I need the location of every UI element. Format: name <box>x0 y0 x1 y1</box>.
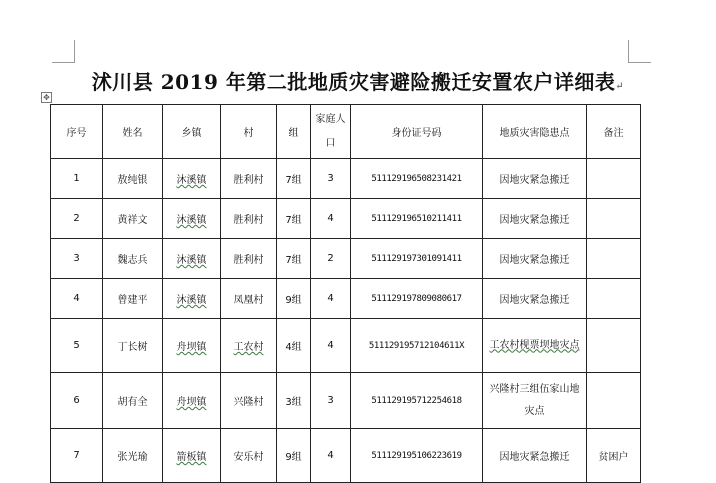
relocation-table <box>50 104 641 483</box>
header-hazard-point: 地质灾害隐患点 <box>483 105 587 159</box>
cell-note <box>587 279 641 319</box>
cell-id-number: 511129196508231421 <box>351 159 483 199</box>
cell-town: 沐溪镇 <box>163 199 221 239</box>
document-title-text: 沭川县 2019 年第二批地质灾害避险搬迁安置农户详细表 <box>91 70 616 94</box>
table-move-handle-icon[interactable]: ✥ <box>41 92 52 103</box>
cell-town: 舟坝镇 <box>163 319 221 373</box>
cell-town: 沐溪镇 <box>163 159 221 199</box>
cell-hazard-point: 因地灾紧急搬迁 <box>483 159 587 199</box>
cell-id-number[interactable]: 511129195712104611X <box>351 319 483 373</box>
header-id-number: 身份证号码 <box>351 105 483 159</box>
cell-village: 安乐村 <box>221 429 277 483</box>
cell-town: 沐溪镇 <box>163 239 221 279</box>
cell-seq: 7 <box>51 429 103 483</box>
crop-mark-top-left <box>52 40 75 63</box>
cell-name: 丁长树 <box>103 319 163 373</box>
header-name: 姓名 <box>103 105 163 159</box>
cell-village: 胜利村 <box>221 199 277 239</box>
cell-group: 7组 <box>277 159 311 199</box>
cell-town: 箭板镇 <box>163 429 221 483</box>
cell-household-size: 3 <box>311 373 351 429</box>
cell-note <box>587 319 641 373</box>
cell-name: 曾建平 <box>103 279 163 319</box>
cell-group: 7组 <box>277 199 311 239</box>
cell-name: 敖纯银 <box>103 159 163 199</box>
table-row <box>51 319 641 373</box>
cell-note <box>587 159 641 199</box>
cell-seq: 2 <box>51 199 103 239</box>
header-household-size: 家庭人口 <box>311 105 351 159</box>
cell-group: 4组 <box>277 319 311 373</box>
cell-village: 胜利村 <box>221 159 277 199</box>
table-row <box>51 429 641 483</box>
cell-village: 兴隆村 <box>221 373 277 429</box>
cell-village: 胜利村 <box>221 239 277 279</box>
cell-name: 张光瑜 <box>103 429 163 483</box>
cell-seq: 1 <box>51 159 103 199</box>
cell-id-number: 511129195106223619 <box>351 429 483 483</box>
crop-mark-top-right <box>628 40 651 63</box>
header-group: 组 <box>277 105 311 159</box>
table-header-row <box>51 105 641 159</box>
cell-hazard-point: 因地灾紧急搬迁 <box>483 279 587 319</box>
cell-seq: 6 <box>51 373 103 429</box>
header-seq: 序号 <box>51 105 103 159</box>
document-title <box>0 66 716 95</box>
cell-household-size: 4 <box>311 279 351 319</box>
cell-household-size: 4 <box>311 199 351 239</box>
cell-note <box>587 373 641 429</box>
cell-household-size: 2 <box>311 239 351 279</box>
cell-id-number: 511129197809080617 <box>351 279 483 319</box>
table-row <box>51 199 641 239</box>
cell-name: 魏志兵 <box>103 239 163 279</box>
cell-group: 7组 <box>277 239 311 279</box>
cell-seq: 5 <box>51 319 103 373</box>
table-row <box>51 279 641 319</box>
cell-seq: 4 <box>51 279 103 319</box>
cell-group: 9组 <box>277 429 311 483</box>
cell-town: 沐溪镇 <box>163 279 221 319</box>
header-note: 备注 <box>587 105 641 159</box>
cell-id-number: 511129197301091411 <box>351 239 483 279</box>
cell-hazard-point: 兴隆村三组伍家山地灾点 <box>483 373 587 429</box>
cell-name: 黄祥文 <box>103 199 163 239</box>
cell-group: 3组 <box>277 373 311 429</box>
cell-household-size: 4 <box>311 429 351 483</box>
paragraph-mark-icon: ↵ <box>615 81 625 92</box>
table-row <box>51 159 641 199</box>
header-town: 乡镇 <box>163 105 221 159</box>
cell-hazard-point: 因地灾紧急搬迁 <box>483 429 587 483</box>
cell-hazard-point: 因地灾紧急搬迁 <box>483 239 587 279</box>
cell-household-size: 4 <box>311 319 351 373</box>
cell-seq: 3 <box>51 239 103 279</box>
table-row <box>51 373 641 429</box>
cell-note <box>587 239 641 279</box>
cell-town: 舟坝镇 <box>163 373 221 429</box>
cell-hazard-point: 因地灾紧急搬迁 <box>483 199 587 239</box>
cell-note: 贫困户 <box>587 429 641 483</box>
cell-village: 凤凰村 <box>221 279 277 319</box>
cell-village: 工农村 <box>221 319 277 373</box>
cell-household-size: 3 <box>311 159 351 199</box>
table-row <box>51 239 641 279</box>
cell-hazard-point: 工农村枧票坝地灾点 <box>483 319 587 373</box>
cell-note <box>587 199 641 239</box>
cell-id-number: 511129195712254618 <box>351 373 483 429</box>
cell-id-number: 511129196510211411 <box>351 199 483 239</box>
header-village: 村 <box>221 105 277 159</box>
cell-group: 9组 <box>277 279 311 319</box>
cell-name: 胡有全 <box>103 373 163 429</box>
